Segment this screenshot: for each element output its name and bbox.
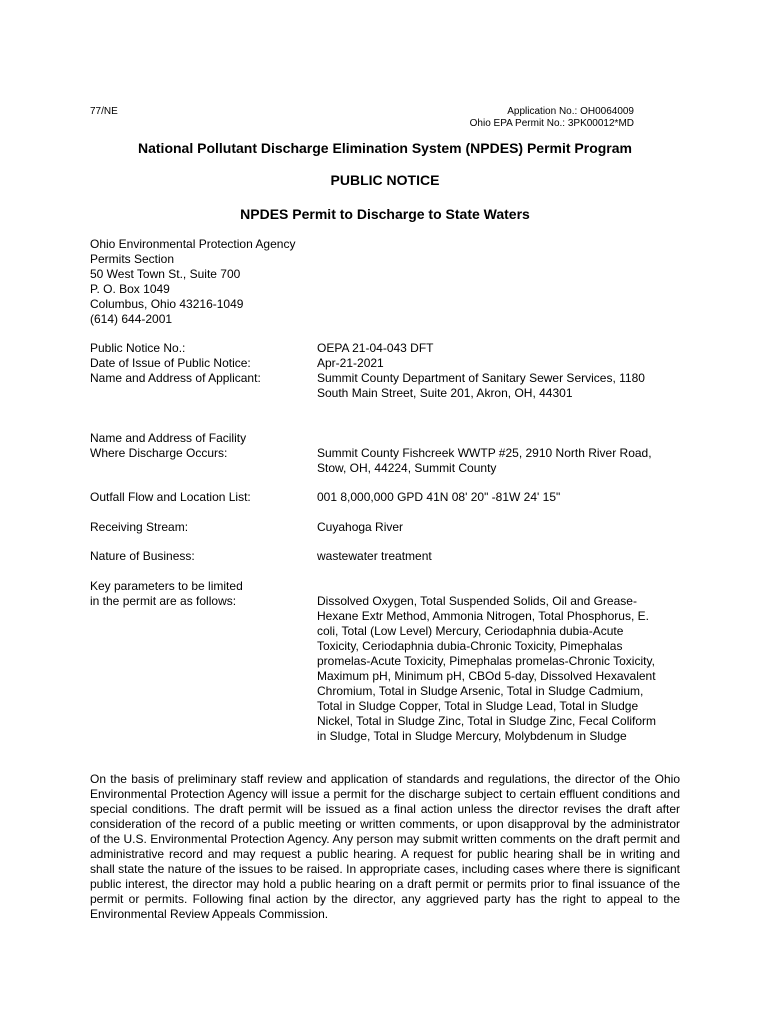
params-value <box>317 594 656 744</box>
agency-line: (614) 644-2001 <box>90 312 173 326</box>
agency-line: Columbus, Ohio 43216-1049 <box>90 297 244 311</box>
application-number: Application No.: OH0064009 <box>507 106 634 117</box>
params-line: in Sludge, Total in Sludge Mercury, Molybdenum in Sludge <box>317 729 627 743</box>
facility-label-line: Name and Address of Facility <box>90 431 247 445</box>
stream-value: Cuyahoga River <box>317 520 404 534</box>
facility-value-line: Summit County Fishcreek WWTP #25, 2910 North River Road, <box>317 446 652 460</box>
agency-address <box>90 237 295 327</box>
params-line: coli, Total (Low Level) Mercury, Ceriodaphnia dubia-Acute <box>317 624 624 638</box>
issue-date-label: Date of Issue of Public Notice: <box>90 356 251 370</box>
params-line: promelas-Acute Toxicity, Pimephalas promelas-Chronic Toxicity, <box>317 654 655 668</box>
facility-label-line: Where Discharge Occurs: <box>90 446 228 460</box>
applicant-value-line: South Main Street, Suite 201, Akron, OH, 44301 <box>317 386 573 400</box>
program-title: National Pollutant Discharge Elimination System (NPDES) Permit Program <box>138 140 632 156</box>
agency-line: Permits Section <box>90 252 175 266</box>
body-paragraph: On the basis of preliminary staff review and application of standards and regulations, the director of the Ohio Environmental Protection Agency will issue a permit for the discharge subject to certain effluent conditions and special conditions. The draft permit will be issued as a final action unless the director revises the draft after consideration of the record of a public meeting or written comments, or upon disapproval by the administrator of the U.S. Environmental Protection Agency. Any person may submit written comments on the draft permit and administrative record and may request a public hearing. A request for public hearing shall be in writing and shall state the nature of the issues to be raised. In appropriate cases, including cases where there is significant public interest, the director may hold a public hearing on a draft permit or permits prior to final issuance of the permit or permits. Following final action by the director, any aggrieved party has the right to appeal to the Environmental Review Appeals Commission. <box>90 772 680 921</box>
business-value: wastewater treatment <box>317 549 432 563</box>
params-line: Chromium, Total in Sludge Arsenic, Total in Sludge Cadmium, <box>317 684 644 698</box>
notice-no-value: OEPA 21-04-043 DFT <box>317 341 434 355</box>
agency-line: P. O. Box 1049 <box>90 282 170 296</box>
outfall-value: 001 8,000,000 GPD 41N 08' 20" -81W 24' 15" <box>317 490 561 504</box>
params-label <box>90 579 243 609</box>
params-label-line: in the permit are as follows: <box>90 594 237 608</box>
epa-permit-number: Ohio EPA Permit No.: 3PK00012*MD <box>469 118 634 129</box>
params-line: Toxicity, Ceriodaphnia dubia-Chronic Toxicity, Pimephalas <box>317 639 623 653</box>
agency-line: Ohio Environmental Protection Agency <box>90 237 296 251</box>
facility-value-line: Stow, OH, 44224, Summit County <box>317 461 497 475</box>
agency-line: 50 West Town St., Suite 700 <box>90 267 241 281</box>
stream-label: Receiving Stream: <box>90 520 189 534</box>
params-label-line: Key parameters to be limited <box>90 579 243 593</box>
applicant-label: Name and Address of Applicant: <box>90 371 261 385</box>
notice-no-label: Public Notice No.: <box>90 341 186 355</box>
doc-code: 77/NE <box>90 106 118 117</box>
params-line: Dissolved Oxygen, Total Suspended Solids, Oil and Grease- <box>317 594 637 608</box>
issue-date-value: Apr-21-2021 <box>317 356 384 370</box>
params-line: Hexane Extr Method, Ammonia Nitrogen, Total Phosphorus, E. <box>317 609 649 623</box>
business-label: Nature of Business: <box>90 549 195 563</box>
applicant-value <box>317 371 645 401</box>
facility-value <box>317 446 652 476</box>
outfall-label: Outfall Flow and Location List: <box>90 490 251 504</box>
permit-subtitle: NPDES Permit to Discharge to State Waters <box>240 206 530 222</box>
params-line: Total in Sludge Copper, Total in Sludge Lead, Total in Sludge <box>317 699 639 713</box>
applicant-value-line: Summit County Department of Sanitary Sewer Services, 1180 <box>317 371 645 385</box>
facility-label <box>90 431 246 461</box>
params-line: Maximum pH, Minimum pH, CBOd 5-day, Dissolved Hexavalent <box>317 669 656 683</box>
params-line: Nickel, Total in Sludge Zinc, Total in Sludge Zinc, Fecal Coliform <box>317 714 657 728</box>
public-notice-title: PUBLIC NOTICE <box>330 172 440 188</box>
